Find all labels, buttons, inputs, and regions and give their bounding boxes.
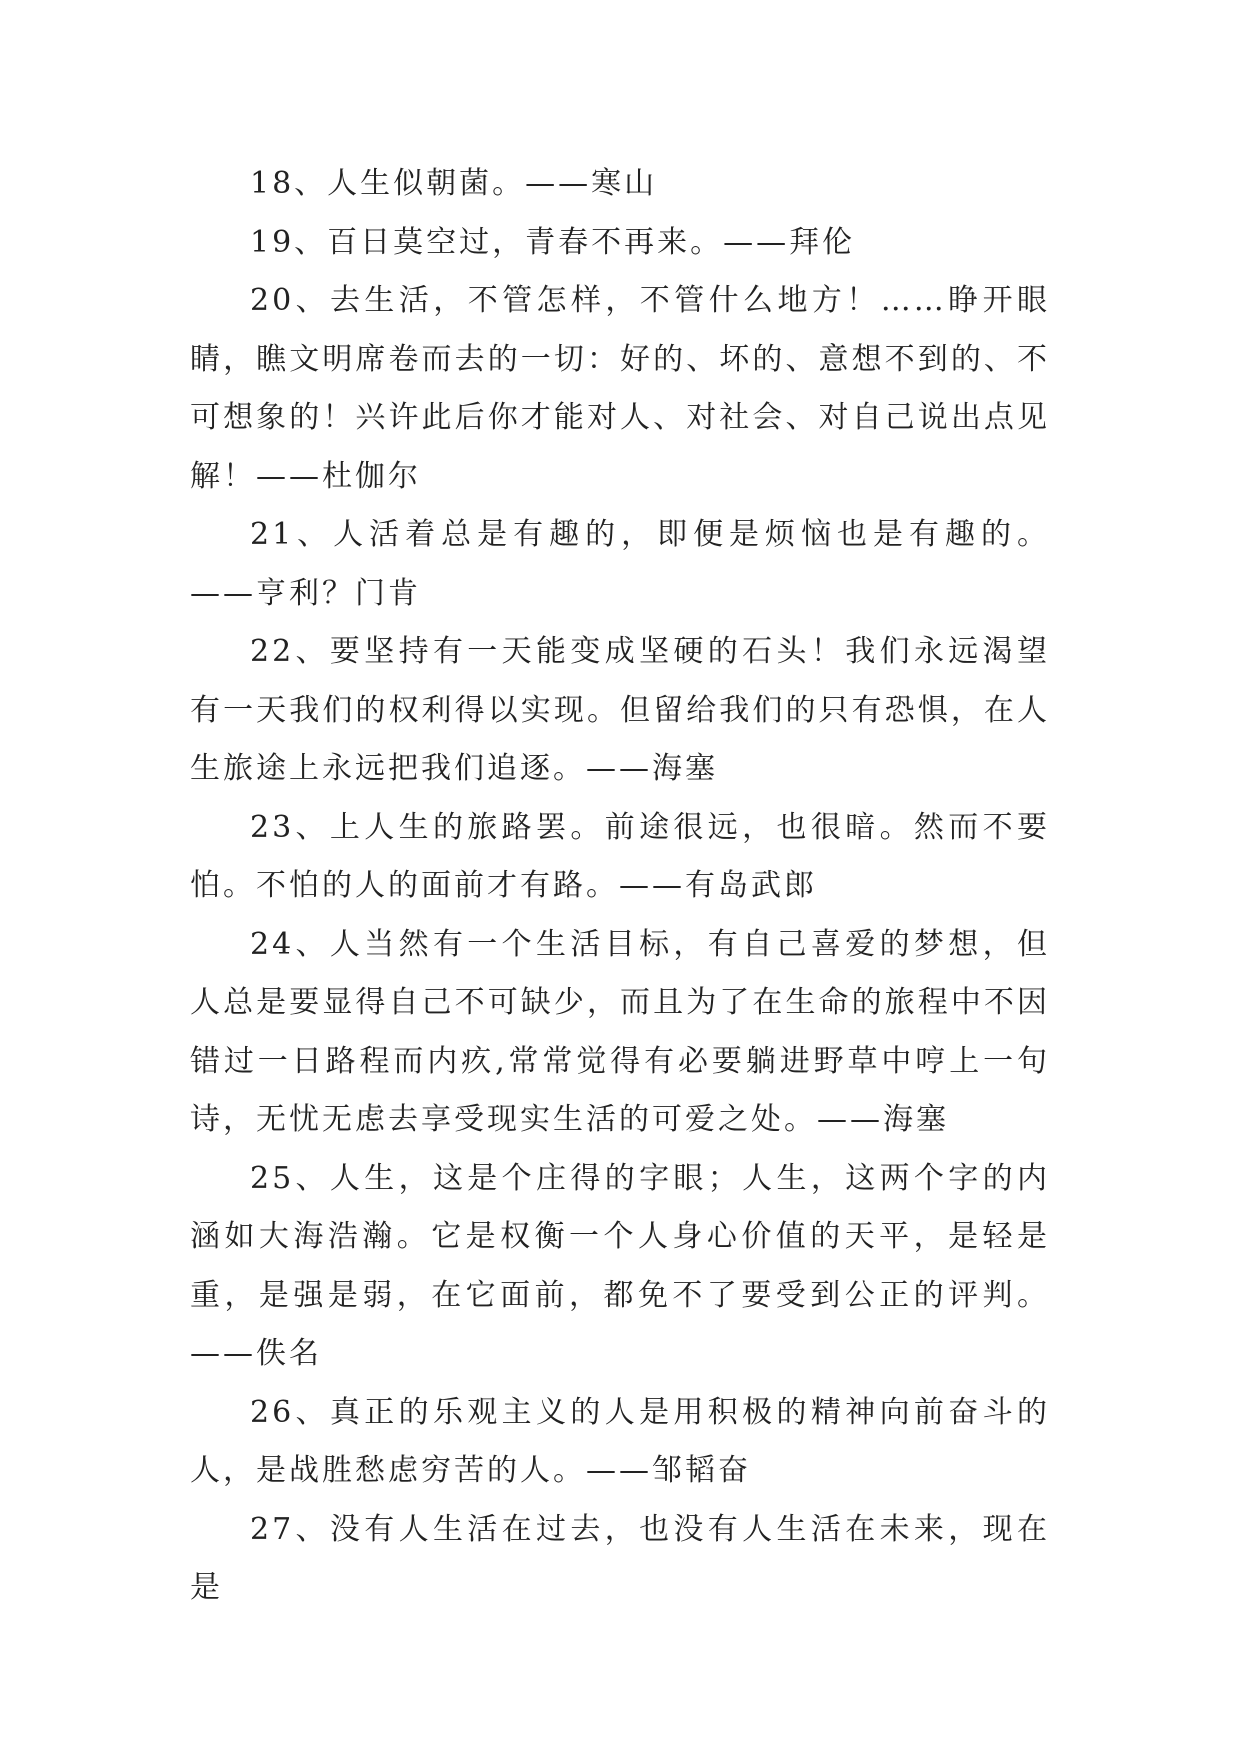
quote-paragraph: 21、人活着总是有趣的，即便是烦恼也是有趣的。——亨利？门肯	[190, 517, 1050, 611]
quote-paragraph: 26、真正的乐观主义的人是用积极的精神向前奋斗的人，是战胜愁虑穷苦的人。——邹韬奋	[190, 1394, 1050, 1488]
quote-paragraph: 23、上人生的旅路罢。前途很远，也很暗。然而不要怕。不怕的人的面前才有路。——有岛武郎	[190, 809, 1050, 903]
quote-paragraph: 24、人当然有一个生活目标，有自己喜爱的梦想，但人总是要显得自己不可缺少，而且为了在生命的旅程中不因错过一日路程而内疚,常常觉得有必要躺进野草中哼上一句诗，无忧无虑去享受现实生活的可爱之处。——海塞	[190, 926, 1050, 1137]
quote-paragraph: 20、去生活，不管怎样，不管什么地方！……睁开眼睛，瞧文明席卷而去的一切：好的、坏的、意想不到的、不可想象的！兴许此后你才能对人、对社会、对自己说出点见解！——杜伽尔	[190, 283, 1050, 494]
quote-paragraph: 27、没有人生活在过去，也没有人生活在未来，现在是	[190, 1511, 1050, 1605]
quote-paragraph: 22、要坚持有一天能变成坚硬的石头！我们永远渴望有一天我们的权利得以实现。但留给我们的只有恐惧，在人生旅途上永远把我们追逐。——海塞	[190, 634, 1050, 786]
quote-paragraph: 19、百日莫空过，青春不再来。——拜伦	[250, 224, 856, 260]
quote-paragraph: 25、人生，这是个庄得的字眼；人生，这两个字的内涵如大海浩瀚。它是权衡一个人身心价值的天平，是轻是重，是强是弱，在它面前，都免不了要受到公正的评判。——佚名	[190, 1160, 1050, 1371]
document-page	[190, 155, 1050, 1618]
quote-paragraph: 18、人生似朝菌。——寒山	[250, 166, 658, 201]
